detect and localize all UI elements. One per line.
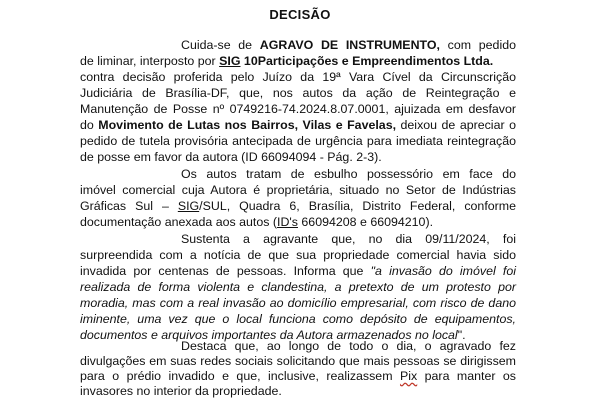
document-title: DECISÃO xyxy=(269,7,331,22)
text-run: deixou de apreciar o xyxy=(396,118,516,132)
text-line xyxy=(80,279,516,296)
text-line xyxy=(80,214,516,231)
text-run: para o prédio invadido e que, inclusive, realizassem xyxy=(80,369,400,383)
text-line xyxy=(80,149,516,166)
text-run: moradia, mas com a real invasão ao domicílio empresarial, com risco de dano xyxy=(80,296,516,310)
text-run: realizada de forma violenta e clandestina, a pretexto de um protesto por xyxy=(80,280,516,294)
text-line xyxy=(80,133,516,150)
text-line xyxy=(181,37,516,54)
text-run: imóvel comercial cuja Autora é proprietária, situado no Setor de Indústrias xyxy=(80,183,516,197)
text-run: com pedido xyxy=(439,38,516,52)
text-run: para manter os xyxy=(417,369,517,383)
text-run: divulgações em suas redes sociais solicitando que mais pessoas se dirigissem xyxy=(80,354,516,368)
text-line xyxy=(80,263,516,280)
text-line xyxy=(80,247,516,264)
text-run: Pix xyxy=(399,369,418,383)
text-run: documentos e arquivos importantes da Autora armazenados no local xyxy=(80,328,458,342)
text-run: iminente, uma vez que o local funciona como depósito de equipamentos, xyxy=(80,312,516,326)
text-run: SIG xyxy=(177,199,200,213)
text-run: surpreendida com a notícia de que sua propriedade comercial havia sido xyxy=(80,248,516,262)
text-run: Cuida-se de xyxy=(181,38,260,52)
text-line xyxy=(80,295,516,312)
text-run: /SUL, Quadra 6, Brasília, Distrito Federal, conforme xyxy=(199,199,516,213)
text-line xyxy=(80,311,516,328)
text-line xyxy=(181,166,516,183)
text-run: contra decisão proferida pelo Juízo da 19ª Vara Cível da Circunscrição xyxy=(80,70,516,84)
text-run: de posse em favor da autora (ID 66094094 - Pág. 2-3). xyxy=(80,150,382,164)
text-run: documentação anexada aos autos ( xyxy=(80,215,278,229)
text-run: 10Participações e Empreendimentos Ltda. xyxy=(240,54,494,68)
text-line xyxy=(80,85,516,102)
text-run: Sustenta a agravante que, no dia 09/11/2024, foi xyxy=(181,232,516,246)
text-run: ". xyxy=(457,328,466,342)
text-run: Destaca que, ao longo de todo o dia, o agravado fez xyxy=(181,339,516,353)
text-run: invasores no interior da propriedade. xyxy=(80,384,282,398)
text-run: ID's xyxy=(277,215,298,229)
text-run: Os autos tratam de esbulho possessório em face do xyxy=(181,167,516,181)
text-line xyxy=(80,198,516,215)
text-line xyxy=(80,69,516,86)
text-run: Manutenção de Posse nº 0749216-74.2024.8.07.0001, ajuizada em desfavor xyxy=(80,102,516,116)
text-line xyxy=(80,117,516,134)
text-run: de liminar, interposto por xyxy=(80,54,220,68)
text-run: do xyxy=(80,118,99,132)
text-run: "a invasão do imóvel foi xyxy=(370,264,516,278)
text-run: Judiciária de Brasília-DF, que, nos autos da ação de Reintegração e xyxy=(80,86,516,100)
text-run: Movimento de Lutas nos Bairros, Vilas e Favelas, xyxy=(98,118,397,132)
text-line xyxy=(181,231,516,248)
text-line xyxy=(80,101,516,118)
text-run: 66094208 e 66094210). xyxy=(297,215,434,229)
text-line xyxy=(80,182,516,199)
text-run: Gráficas Sul – xyxy=(80,199,178,213)
text-line xyxy=(80,383,516,400)
text-run: SIG xyxy=(219,54,241,68)
text-run: invadida por centenas de pessoas. Informa que xyxy=(80,264,371,278)
text-line xyxy=(80,53,516,70)
text-run: pedido de tutela provisória antecipada de urgência para imediata reintegração xyxy=(80,134,516,148)
text-run: AGRAVO DE INSTRUMENTO, xyxy=(259,38,440,52)
